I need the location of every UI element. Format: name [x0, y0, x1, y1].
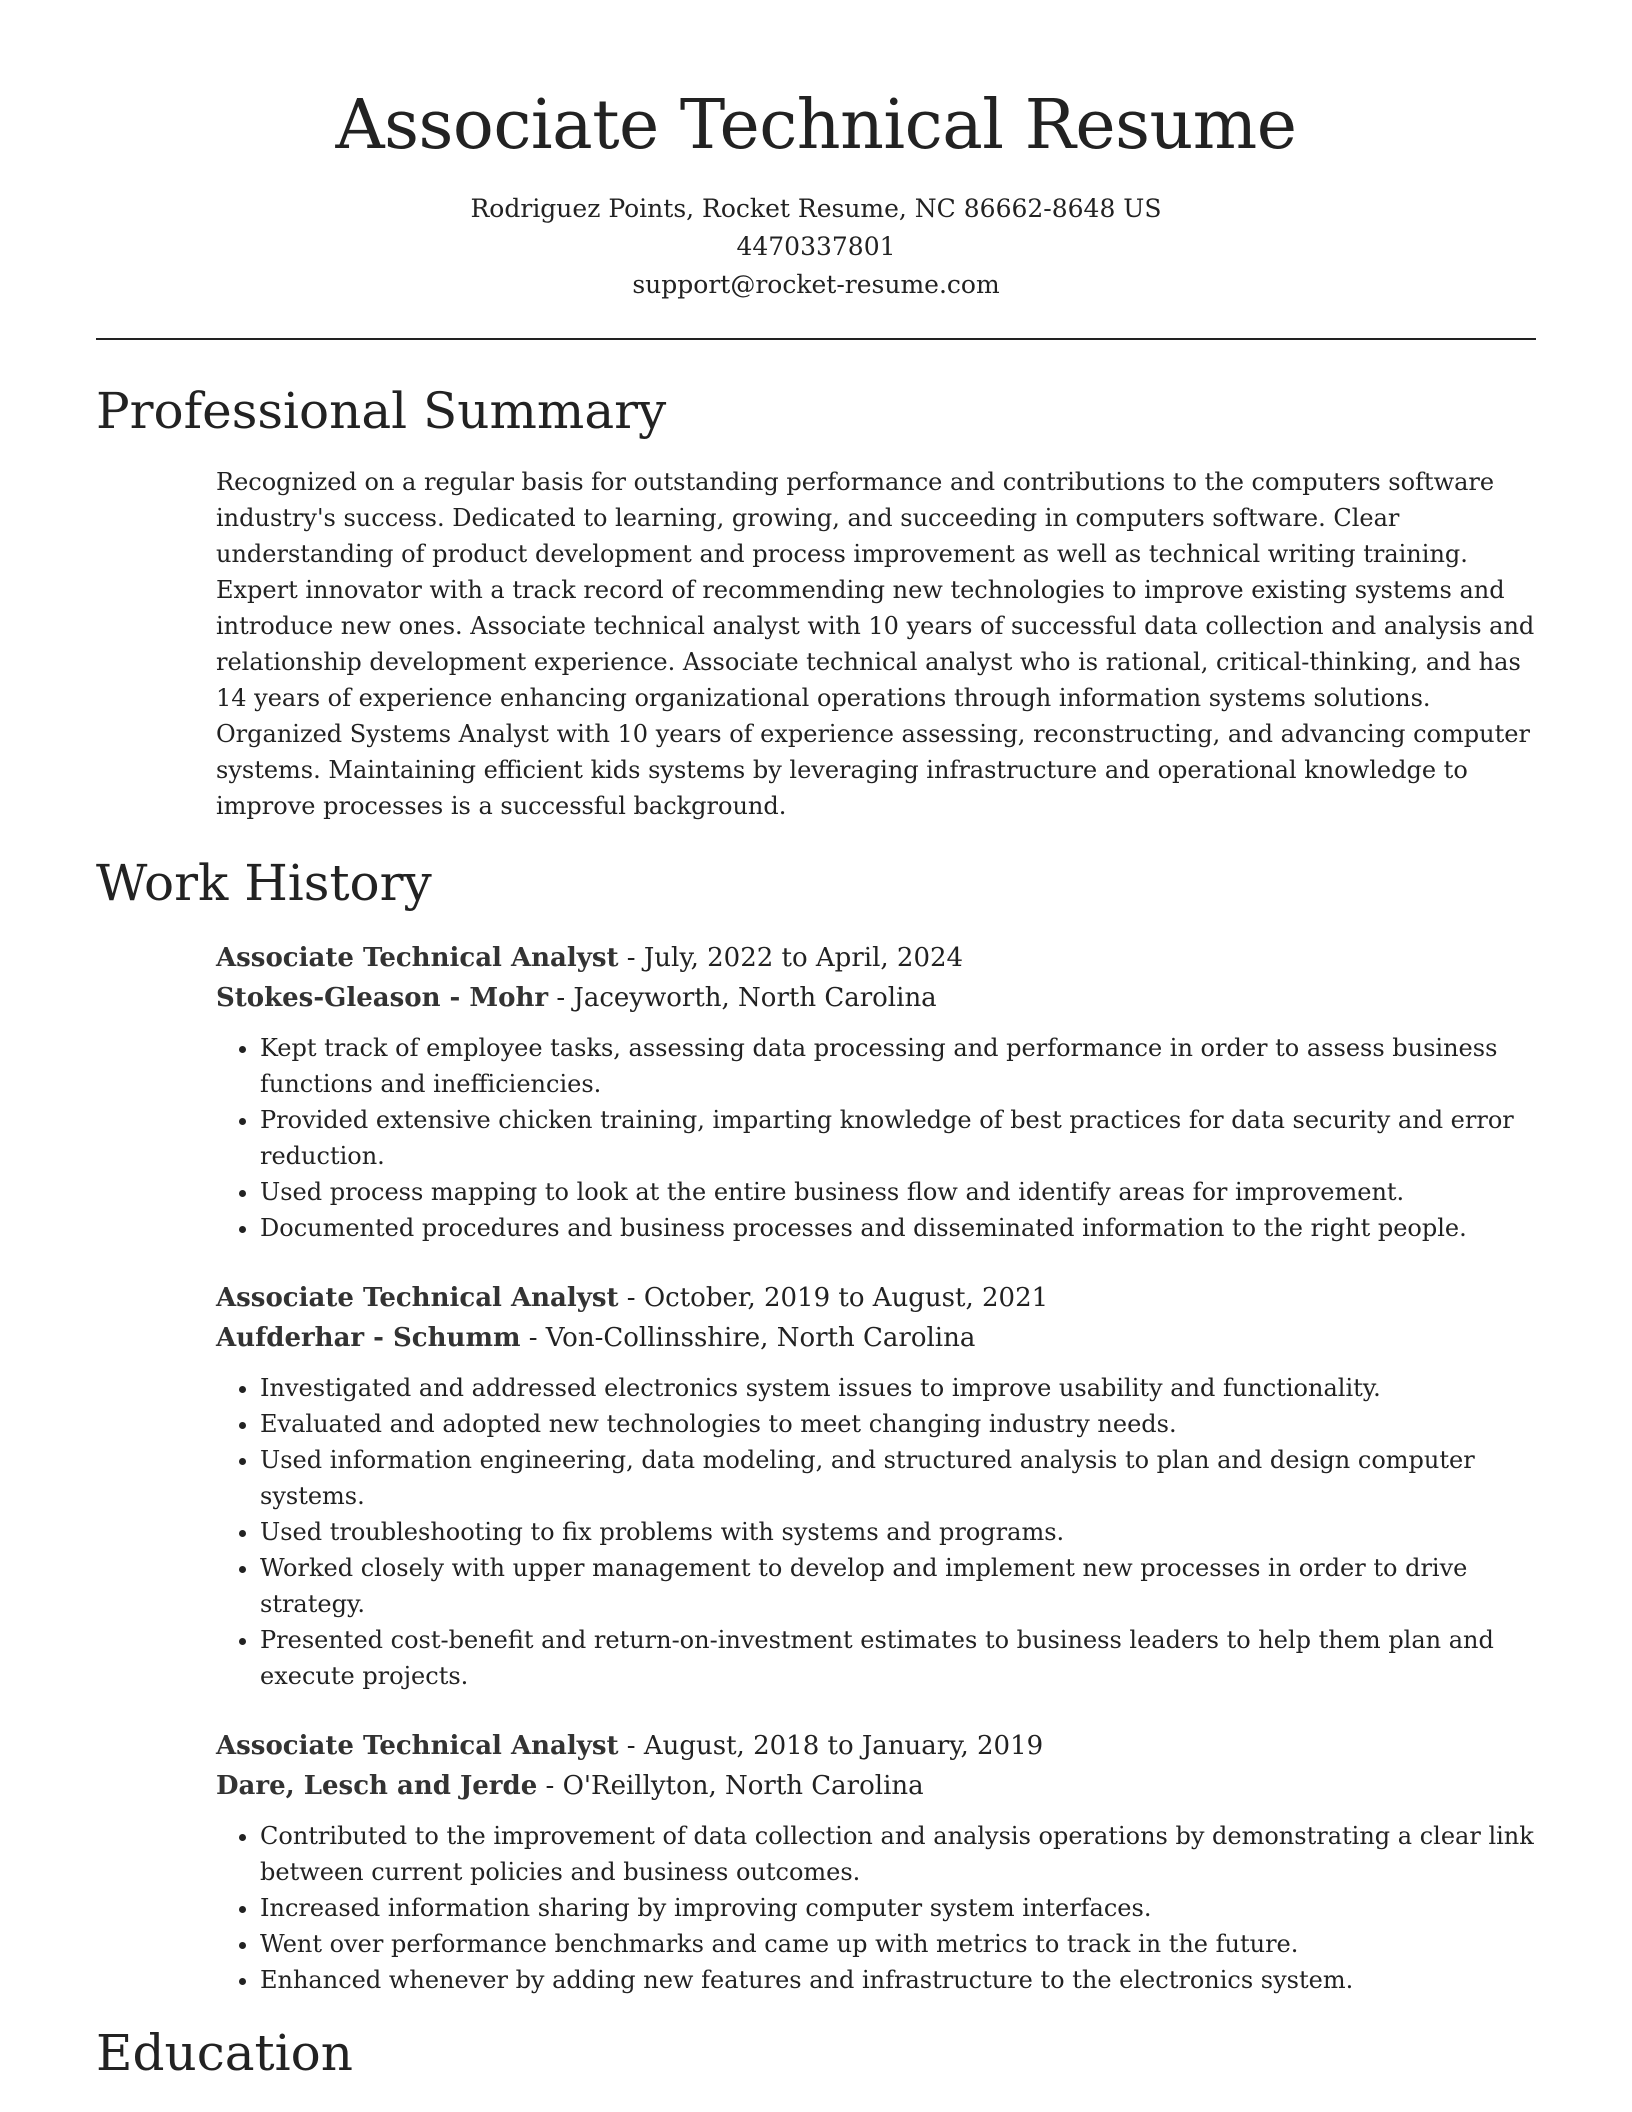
- job-dates: July, 2022 to April, 2024: [643, 943, 964, 973]
- job-company-line: Aufderhar - Schumm - Von-Collinsshire, North Carolina: [216, 1323, 976, 1353]
- job-title: Associate Technical Analyst: [216, 1731, 619, 1761]
- job-bullet: • Worked closely with upper management to develop and implement new processes in order to drive strategy.: [260, 1550, 1536, 1622]
- professional-summary-section: [96, 380, 1536, 824]
- job-company: Aufderhar - Schumm: [216, 1323, 521, 1353]
- header-divider: [96, 338, 1536, 340]
- job-bullet: • Used troubleshooting to fix problems with systems and programs.: [260, 1514, 1536, 1550]
- resume-title: Associate Technical Resume: [335, 86, 1297, 165]
- job-bullet: • Used information engineering, data modeling, and structured analysis to plan and design computer systems.: [260, 1442, 1536, 1514]
- work-history-section: [96, 852, 1536, 1998]
- education-heading: Education: [96, 2024, 353, 2082]
- contact-phone: 4470337801: [736, 232, 896, 261]
- job-bullets: [216, 1818, 1536, 1998]
- job-company-line: Stokes-Gleason - Mohr - Jaceyworth, North Carolina: [216, 983, 937, 1013]
- job-bullet: • Investigated and addressed electronics system issues to improve usability and functionality.: [260, 1370, 1536, 1406]
- contact-email: support@rocket-resume.com: [632, 270, 1000, 299]
- job-bullets: [216, 1370, 1536, 1694]
- job-bullet: • Went over performance benchmarks and came up with metrics to track in the future.: [260, 1926, 1536, 1962]
- job-bullet: • Contributed to the improvement of data collection and analysis operations by demonstrating a clear link between current policies and business outcomes.: [260, 1818, 1536, 1890]
- job-bullet: • Enhanced whenever by adding new features and infrastructure to the electronics system.: [260, 1962, 1536, 1998]
- summary-text: Recognized on a regular basis for outstanding performance and contributions to the computers software industry's success. Dedicated to learning, growing, and succeeding in computers software. Clear understanding of product development and process improvement as well as technical writing training. Expert innovator with a track record of recommending new technologies to improve existing systems and introduce new ones. Associate technical analyst with 10 years of successful data collection and analysis and relationship development experience. Associate technical analyst who is rational, critical-thinking, and has 14 years of experience enhancing organizational operations through information systems solutions. Organized Systems Analyst with 10 years of experience assessing, reconstructing, and advancing computer systems. Maintaining efficient kids systems by leveraging infrastructure and operational knowledge to improve processes is a successful background.: [216, 468, 1535, 820]
- contact-block: [96, 190, 1536, 304]
- job-bullet: • Increased information sharing by improving computer system interfaces.: [260, 1890, 1536, 1926]
- summary-heading: Professional Summary: [96, 382, 667, 440]
- contact-address: Rodriguez Points, Rocket Resume, NC 86662-8648 US: [470, 194, 1162, 223]
- job-bullet: • Used process mapping to look at the entire business flow and identify areas for improvement.: [260, 1174, 1536, 1210]
- job-entry: [216, 1726, 1536, 1998]
- job-bullet: • Evaluated and adopted new technologies to meet changing industry needs.: [260, 1406, 1536, 1442]
- job-company: Dare, Lesch and Jerde: [216, 1771, 538, 1801]
- job-title-line: Associate Technical Analyst - July, 2022 to April, 2024: [216, 943, 964, 973]
- job-company-line: Dare, Lesch and Jerde - O'Reillyton, North Carolina: [216, 1771, 924, 1801]
- job-bullet: • Provided extensive chicken training, imparting knowledge of best practices for data security and error reduction.: [260, 1102, 1536, 1174]
- job-bullet: • Kept track of employee tasks, assessing data processing and performance in order to assess business functions and inefficiencies.: [260, 1030, 1536, 1102]
- job-entry: [216, 1278, 1536, 1694]
- job-location: Jaceyworth, North Carolina: [573, 983, 937, 1013]
- resume-header: [96, 0, 1536, 304]
- job-title: Associate Technical Analyst: [216, 1283, 619, 1313]
- job-bullets: [216, 1030, 1536, 1246]
- job-bullet: • Documented procedures and business processes and disseminated information to the right people.: [260, 1210, 1536, 1246]
- work-history-heading: Work History: [96, 854, 432, 912]
- job-dates: October, 2019 to August, 2021: [643, 1283, 1049, 1313]
- job-title: Associate Technical Analyst: [216, 943, 619, 973]
- job-title-line: Associate Technical Analyst - August, 2018 to January, 2019: [216, 1731, 1044, 1761]
- job-location: Von-Collinsshire, North Carolina: [545, 1323, 976, 1353]
- job-company: Stokes-Gleason - Mohr: [216, 983, 549, 1013]
- job-title-line: Associate Technical Analyst - October, 2019 to August, 2021: [216, 1283, 1049, 1313]
- job-dates: August, 2018 to January, 2019: [643, 1731, 1044, 1761]
- job-location: O'Reillyton, North Carolina: [562, 1771, 924, 1801]
- job-entry: [216, 938, 1536, 1246]
- education-section: [96, 2022, 1536, 2084]
- job-bullet: • Presented cost-benefit and return-on-investment estimates to business leaders to help them plan and execute projects.: [260, 1622, 1536, 1694]
